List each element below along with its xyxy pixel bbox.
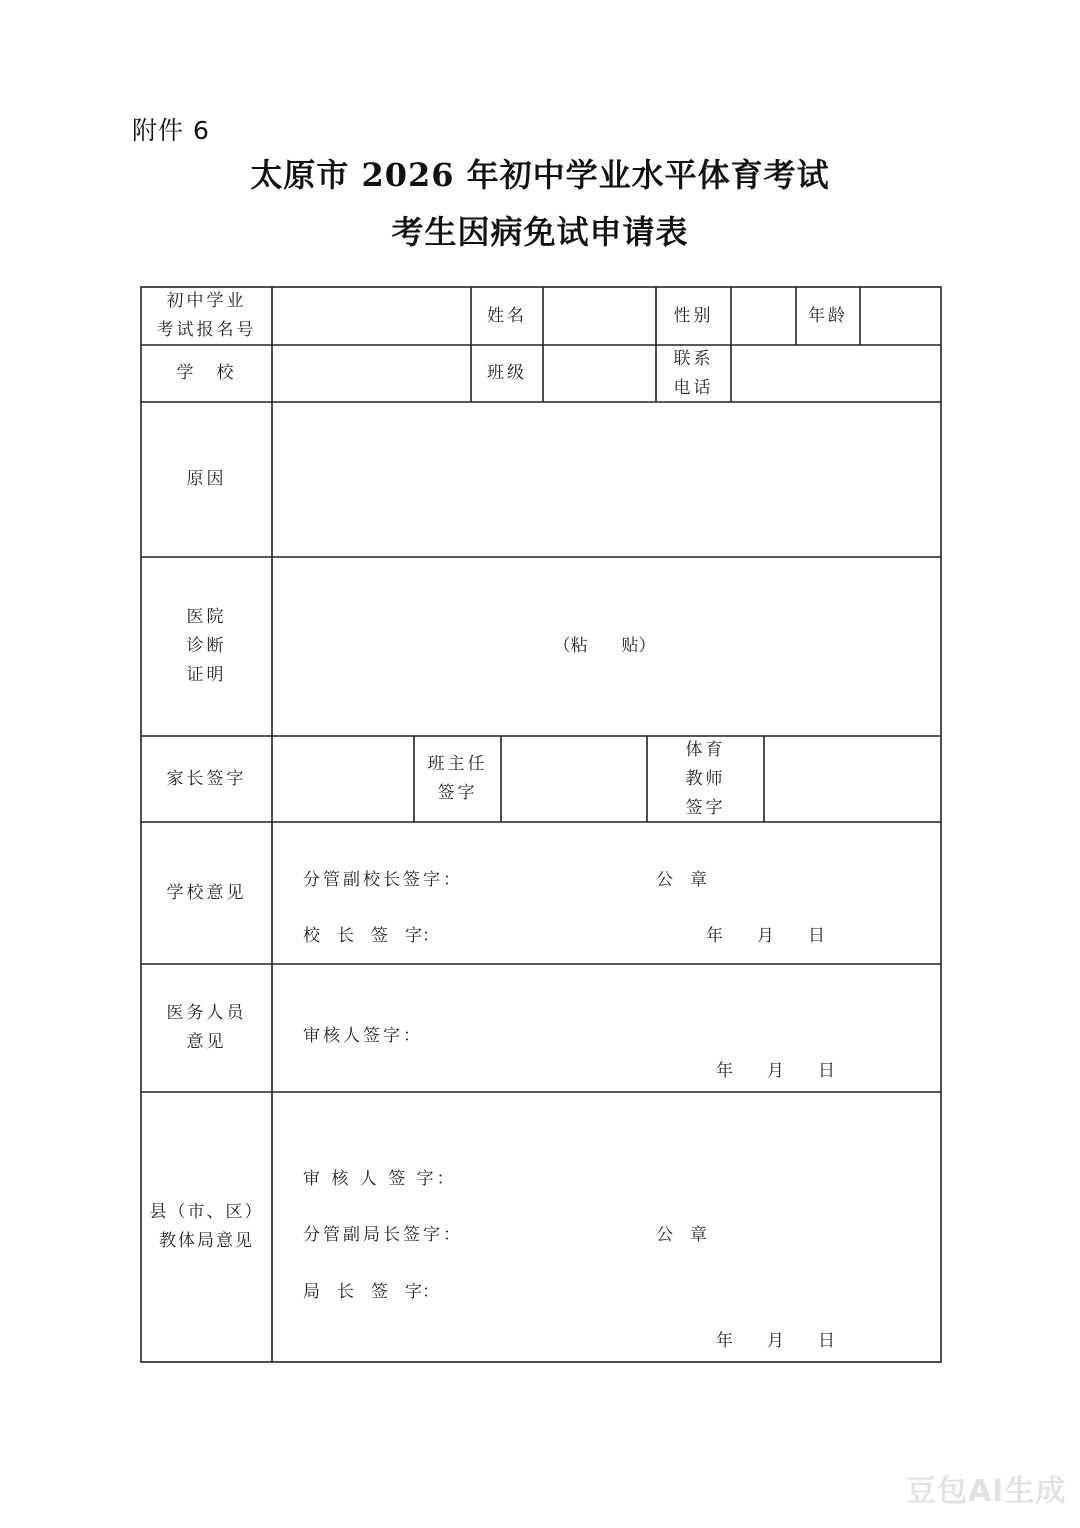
hospital-diagnosis-label: 医院 诊断 证明 [186, 607, 227, 685]
school-seal-label: 公 章 [656, 870, 707, 890]
bureau-reviewer-signature-label: 审 核 人 签 字： [303, 1169, 457, 1189]
class-label: 班级 [487, 363, 527, 383]
age-label: 年龄 [808, 305, 848, 326]
ai-generated-watermark: 豆包AI生成 [906, 1474, 1067, 1509]
age-field[interactable] [860, 287, 941, 345]
attachment-number: 附件 6 [132, 116, 210, 145]
vice-director-signature-label: 分管副局长签字： [303, 1225, 463, 1245]
medical-reviewer-signature-label: 审核人签字： [303, 1026, 423, 1046]
parent-signature-field[interactable] [272, 736, 414, 822]
vice-principal-signature-label: 分管副校长签字： [303, 870, 463, 890]
name-label: 姓名 [487, 305, 527, 326]
exam-registration-number-field[interactable] [272, 287, 471, 345]
head-teacher-signature-field[interactable] [501, 736, 647, 822]
phone-field[interactable] [731, 345, 941, 402]
bureau-seal-label: 公 章 [656, 1225, 707, 1245]
head-teacher-signature-label: 班主任 签字 [427, 754, 488, 803]
bureau-opinion-label: 县（市、区） 教体局意见 [149, 1202, 264, 1251]
medical-opinion-date: 年 月 日 [716, 1061, 835, 1081]
reason-field[interactable] [272, 402, 941, 557]
reason-label: 原因 [186, 469, 227, 489]
school-opinion-label: 学校意见 [166, 882, 247, 903]
school-opinion-date: 年 月 日 [706, 926, 825, 946]
paste-hint: （粘 贴） [553, 636, 656, 656]
parent-signature-label: 家长签字 [166, 768, 247, 789]
director-signature-label: 局 长 签 字： [303, 1282, 439, 1302]
diagnosis-paste-area[interactable] [272, 557, 941, 736]
school-label: 学 校 [176, 363, 237, 383]
phone-label: 联系 电话 [673, 348, 714, 398]
bureau-opinion-date: 年 月 日 [716, 1331, 835, 1351]
pe-teacher-signature-field[interactable] [764, 736, 941, 822]
school-field[interactable] [272, 345, 471, 402]
form-title-line1: 太原市 2026 年初中学业水平体育考试 [250, 156, 830, 194]
gender-field[interactable] [731, 287, 796, 345]
principal-signature-label: 校 长 签 字： [303, 926, 439, 946]
form-title-line2: 考生因病免试申请表 [391, 213, 689, 251]
medical-staff-opinion-label: 医务人员 意见 [166, 1003, 247, 1052]
gender-label: 性别 [673, 305, 714, 326]
name-field[interactable] [543, 287, 656, 345]
class-field[interactable] [543, 345, 656, 402]
exam-registration-number-label: 初中学业 考试报名号 [156, 291, 257, 340]
pe-teacher-signature-label: 体育 教师 签字 [685, 739, 726, 818]
